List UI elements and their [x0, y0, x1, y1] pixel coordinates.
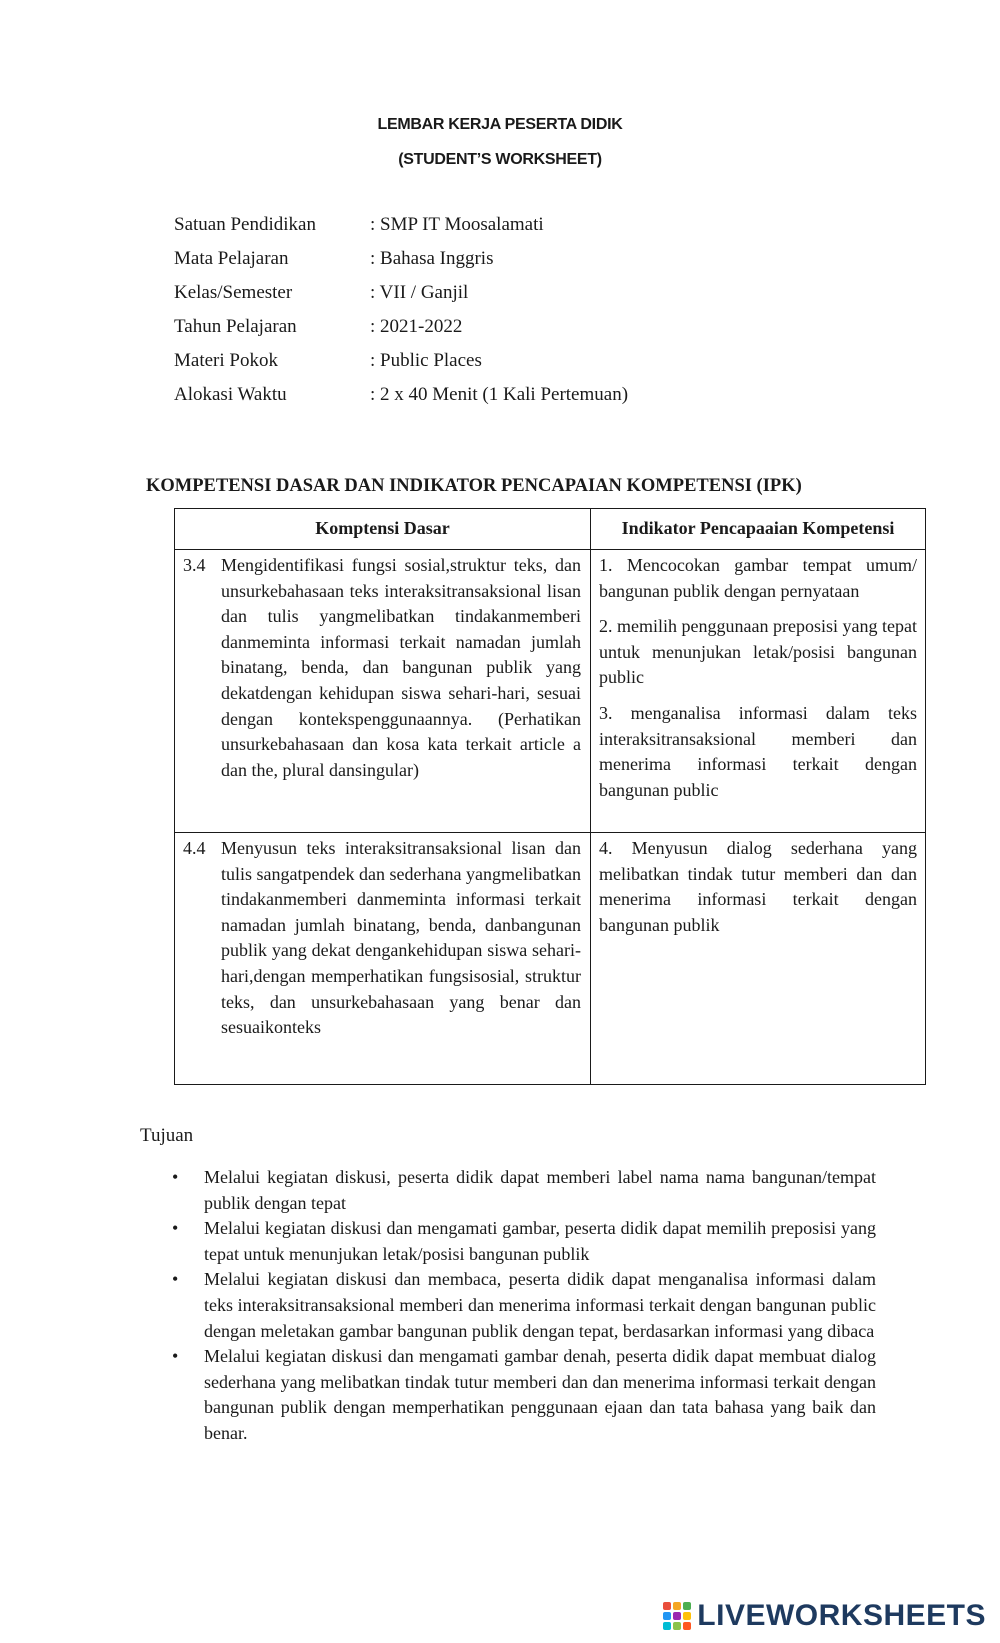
- indicator-item: 3. menganalisa informasi dalam teks interaksitransaksional memberi dan menerima informasi terkait dengan bangunan public: [599, 702, 917, 800]
- kd-number: 4.4: [183, 838, 206, 858]
- table-header-row: [175, 509, 926, 550]
- list-item: [172, 1267, 876, 1344]
- liveworksheets-logo: [663, 1599, 986, 1633]
- info-value: : 2021-2022: [370, 316, 463, 337]
- kd-number: 3.4: [183, 555, 206, 575]
- logo-square: [663, 1622, 671, 1630]
- bullet-icon: •: [172, 1269, 179, 1290]
- logo-grid-icon: [663, 1602, 691, 1630]
- info-label: Satuan Pendidikan: [174, 214, 316, 235]
- kd-cell: [175, 550, 591, 833]
- info-row: [174, 249, 774, 283]
- kd-cell: [175, 833, 591, 1085]
- logo-square: [683, 1622, 691, 1630]
- info-label: Mata Pelajaran: [174, 248, 289, 269]
- info-label: Alokasi Waktu: [174, 384, 287, 405]
- logo-square: [683, 1602, 691, 1610]
- info-value: : VII / Ganjil: [370, 282, 469, 303]
- goal-text: Melalui kegiatan diskusi dan mengamati gambar denah, peserta didik dapat membuat dialog sederhana yang melibatkan tindak tutur memberi dan dan menerima informasi terkait dengan bangunan publik dengan memperhatikan penggunaan ejaan dan tata bahasa yang baik dan benar.: [204, 1346, 876, 1443]
- bullet-icon: •: [172, 1218, 179, 1239]
- info-label: Kelas/Semester: [174, 282, 293, 303]
- info-value: : Public Places: [370, 350, 482, 371]
- goals-list: [172, 1165, 876, 1447]
- bullet-icon: •: [172, 1346, 179, 1367]
- ipk-cell: [591, 550, 926, 833]
- info-row: [174, 351, 774, 385]
- worksheet-title: LEMBAR KERJA PESERTA DIDIK: [377, 116, 623, 133]
- list-item: [172, 1216, 876, 1267]
- logo-square: [673, 1602, 681, 1610]
- info-label: Tahun Pelajaran: [174, 316, 297, 337]
- table-row: [175, 833, 926, 1085]
- table-row: [175, 550, 926, 833]
- indicator-item: 4. Menyusun dialog sederhana yang melibatkan tindak tutur memberi dan dan menerima informasi terkait dengan bangunan publik: [599, 838, 917, 935]
- goal-text: Melalui kegiatan diskusi, peserta didik dapat memberi label nama nama bangunan/tempat publik dengan tepat: [204, 1167, 876, 1213]
- column-header-kd: Komptensi Dasar: [175, 509, 591, 550]
- identity-block: [174, 215, 774, 419]
- competency-heading: KOMPETENSI DASAR DAN INDIKATOR PENCAPAIAN KOMPETENSI (IPK): [146, 476, 802, 496]
- logo-text: LIVEWORKSHEETS: [697, 1599, 986, 1632]
- goal-text: Melalui kegiatan diskusi dan membaca, peserta didik dapat menganalisa informasi dalam teks interaksitransaksional memberi dan menerima informasi terkait dengan bangunan public dengan meletakan gambar bangunan publik dengan tepat, berdasarkan informasi yang dibaca: [204, 1269, 876, 1341]
- info-row: [174, 317, 774, 351]
- indicator-item: 2. memilih penggunaan preposisi yang tepat untuk menunjukan letak/posisi bangunan public: [599, 616, 917, 688]
- list-item: [172, 1165, 876, 1216]
- ipk-cell: [591, 833, 926, 1085]
- column-header-ipk: Indikator Pencapaaian Kompetensi: [591, 509, 926, 550]
- goal-text: Melalui kegiatan diskusi dan mengamati gambar, peserta didik dapat memilih preposisi yang tepat untuk menunjukan letak/posisi bangunan publik: [204, 1218, 876, 1264]
- info-value: : SMP IT Moosalamati: [370, 214, 544, 235]
- logo-square: [673, 1622, 681, 1630]
- info-row: [174, 215, 774, 249]
- info-row: [174, 385, 774, 419]
- info-label: Materi Pokok: [174, 350, 278, 371]
- logo-square: [663, 1612, 671, 1620]
- bullet-icon: •: [172, 1167, 179, 1187]
- info-value: : Bahasa Inggris: [370, 248, 494, 269]
- logo-square: [673, 1612, 681, 1620]
- kd-text: Mengidentifikasi fungsi sosial,struktur teks, dan unsurkebahasaan teks interaksitransaksional lisan dan tulis yangmelibatkan tindakanmemberi danmeminta informasi terkait namadan jumlah binatang, benda, dan bangunan publik yang dekatdengan kehidupan siswa sehari-hari, sesuai dengan kontekspenggunaannya. (Perhatikan unsurkebahasaan dan kosa kata terkait article a dan the, plural dansingular): [221, 555, 581, 780]
- kd-text: Menyusun teks interaksitransaksional lisan dan tulis sangatpendek dan sederhana yangmelibatkan tindakanmemberi danmeminta informasi terkait namadan jumlah binatang, benda, danbangunan publik yang dekat dengankehidupan siswa sehari-hari,dengan memperhatikan fungsisosial, struktur teks, dan unsurkebahasaan yang benar dan sesuaikonteks: [221, 838, 581, 1038]
- tujuan-heading: Tujuan: [140, 1125, 194, 1146]
- indicator-item: 1. Mencocokan gambar tempat umum/ bangunan publik dengan pernyataan: [599, 555, 917, 601]
- logo-square: [683, 1612, 691, 1620]
- list-item: [172, 1344, 876, 1446]
- competency-table: [174, 508, 926, 1085]
- worksheet-subtitle: (STUDENT’S WORKSHEET): [398, 151, 602, 168]
- info-value: : 2 x 40 Menit (1 Kali Pertemuan): [370, 384, 629, 405]
- logo-square: [663, 1602, 671, 1610]
- info-row: [174, 283, 774, 317]
